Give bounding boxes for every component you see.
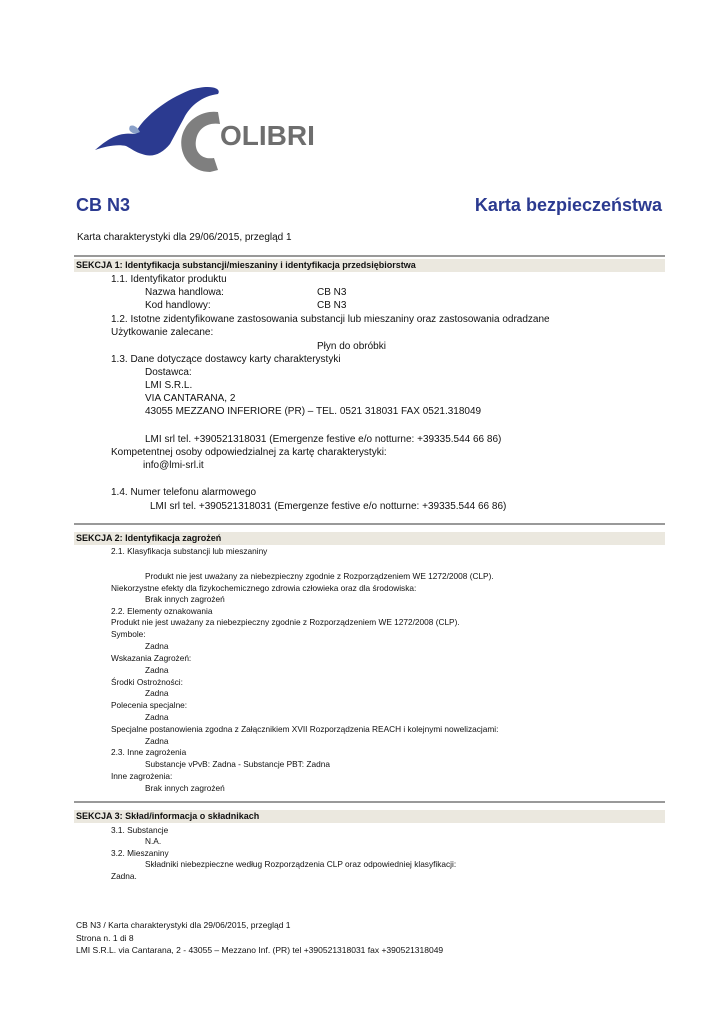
section-divider — [74, 523, 665, 525]
colibri-logo — [90, 82, 315, 192]
subsection-3-2: 3.2. Mieszaniny — [111, 848, 169, 858]
document-meta: Karta charakterystyki dla 29/06/2015, przegląd 1 — [77, 232, 292, 243]
adverse-label: Niekorzystne efekty dla fizykochemicznego zdrowia człowieka oraz dla środowiska: — [111, 583, 417, 593]
subsection-2-1: 2.1. Klasyfikacja substancji lub mieszaniny — [111, 546, 268, 556]
competent-email[interactable]: info@lmi-srl.it — [143, 460, 204, 471]
hazard-label: Wskazania Zagrożeń: — [111, 653, 192, 663]
supplier-name: LMI S.R.L. — [145, 380, 193, 391]
supplier-street: VIA CANTARANA, 2 — [145, 393, 236, 404]
competent-label: Kompetentnej osoby odpowiedzialnej za kartę charakterystyki: — [111, 447, 387, 458]
emergency-tel: LMI srl tel. +390521318031 (Emergenze festive e/o notturne: +39335.544 66 86) — [150, 501, 507, 512]
use-label: Użytkowanie zalecane: — [111, 327, 214, 338]
footer-page-number: Strona n. 1 di 8 — [76, 933, 134, 943]
code-label: Kod handlowy: — [145, 300, 211, 311]
vpvb-text: Substancje vPvB: Zadna - Substancje PBT: Zadna — [145, 759, 330, 769]
footer-address: LMI S.R.L. via Cantarana, 2 - 43055 – Mezzano Inf. (PR) tel +390521318031 fax +390521318049 — [76, 945, 444, 955]
supplier-tel: LMI srl tel. +390521318031 (Emergenze festive e/o notturne: +39335.544 66 86) — [145, 434, 502, 445]
classification-text: Produkt nie jest uważany za niebezpieczny zgodnie z Rozporządzeniem WE 1272/2008 (CLP). — [145, 571, 494, 581]
symbols-value: Zadna — [145, 641, 169, 651]
section-3-header: SEKCJA 3: Skład/informacja o składnikach — [74, 810, 665, 823]
trade-name-value: CB N3 — [317, 287, 347, 298]
special-value: Zadna — [145, 712, 169, 722]
subsection-3-1: 3.1. Substancje — [111, 825, 169, 835]
subsection-2-3: 2.3. Inne zagrożenia — [111, 747, 187, 757]
svg-text:OLIBRI: OLIBRI — [220, 120, 315, 151]
reach-label: Specjalne postanowienia zgodna z Załącznikiem XVII Rozporządzenia REACH i kolejnymi nowelizacjami: — [111, 724, 499, 734]
precaution-value: Zadna — [145, 688, 169, 698]
product-title: CB N3 — [76, 195, 131, 215]
other-value: Brak innych zagrożeń — [145, 783, 225, 793]
adverse-value: Brak innych zagrożeń — [145, 594, 225, 604]
substances-value: N.A. — [145, 836, 162, 846]
subsection-2-2: 2.2. Elementy oznakowania — [111, 606, 213, 616]
hazardous-value: Zadna. — [111, 871, 137, 881]
other-label: Inne zagrożenia: — [111, 771, 173, 781]
trade-name-label: Nazwa handlowa: — [145, 287, 224, 298]
document-title: Karta bezpieczeństwa — [474, 195, 662, 215]
subsection-1-2: 1.2. Istotne zidentyfikowane zastosowania substancji lub mieszaniny oraz zastosowania odradzane — [111, 314, 550, 325]
subsection-1-1: 1.1. Identyfikator produktu — [111, 274, 227, 285]
section-divider — [74, 255, 665, 257]
code-value: CB N3 — [317, 300, 347, 311]
footer-line-1: CB N3 / Karta charakterystyki dla 29/06/2015, przegląd 1 — [76, 920, 291, 930]
section-divider — [74, 801, 665, 803]
subsection-1-4: 1.4. Numer telefonu alarmowego — [111, 487, 257, 498]
hazardous-label: Składniki niebezpieczne według Rozporządzenia CLP oraz odpowiedniej klasyfikacji: — [145, 859, 457, 869]
supplier-label: Dostawca: — [145, 367, 192, 378]
hazard-value: Zadna — [145, 665, 169, 675]
reach-value: Zadna — [145, 736, 169, 746]
section-1-header: SEKCJA 1: Identyfikacja substancji/mieszaniny i identyfikacja przedsiębiorstwa — [74, 259, 665, 272]
subsection-1-3: 1.3. Dane dotyczące dostawcy karty charakterystyki — [111, 354, 341, 365]
symbols-label: Symbole: — [111, 629, 146, 639]
precaution-label: Środki Ostrożności: — [111, 677, 183, 687]
use-value: Płyn do obróbki — [317, 341, 386, 352]
label-text: Produkt nie jest uważany za niebezpieczny zgodnie z Rozporządzeniem WE 1272/2008 (CLP). — [111, 617, 460, 627]
supplier-city: 43055 MEZZANO INFERIORE (PR) – TEL. 0521 318031 FAX 0521.318049 — [145, 406, 482, 417]
special-label: Polecenia specjalne: — [111, 700, 188, 710]
section-2-header: SEKCJA 2: Identyfikacja zagrożeń — [74, 532, 665, 545]
